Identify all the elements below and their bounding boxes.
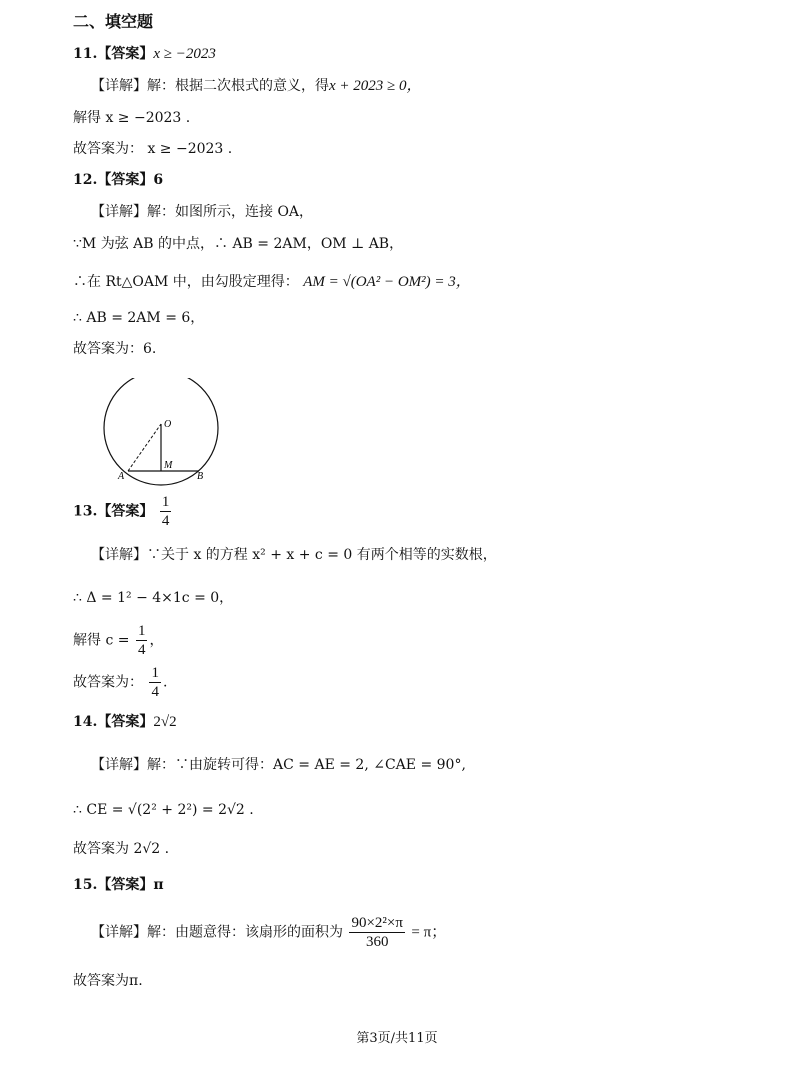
q12-head: 12.【答案】6 — [73, 172, 164, 188]
q13-final-den: 4 — [151, 684, 159, 700]
q14-answer-line — [73, 712, 177, 732]
q13-answer-num: 1 — [161, 494, 170, 510]
q13-final-num: 1 — [151, 665, 159, 681]
q12-final: 故答案为：6. — [73, 341, 157, 357]
q11-detail-text: 【详解】解：根据二次根式的意义，得 — [91, 78, 329, 94]
q13-line3-num: 1 — [137, 623, 146, 639]
q13-line3-suffix: ， — [149, 632, 164, 649]
q13-line2: ∴ Δ = 1² − 4×1c = 0， — [73, 590, 234, 606]
q13-answer-line — [73, 493, 173, 530]
q11-answer-line — [73, 44, 216, 64]
label-m: M — [164, 460, 173, 471]
q14-detail: 【详解】解：∵由旋转可得：AC = AE = 2, ∠CAE = 90°, — [91, 757, 466, 773]
q11-detail-math: x + 2023 ≥ 0， — [329, 78, 422, 94]
section-title: 二、填空题 — [73, 12, 154, 31]
q15-frac-num: 90×2²×π — [351, 915, 403, 931]
q15-final: 故答案为π. — [73, 973, 143, 989]
label-o: O — [164, 419, 172, 430]
q11-detail — [91, 76, 422, 96]
q13-head: 13.【答案】 — [73, 503, 154, 520]
q14-head: 14.【答案】 — [73, 714, 154, 730]
q13-final — [73, 664, 167, 701]
q11-solve: 解得 x ≥ −2023 . — [73, 110, 191, 126]
q13-final-suffix: . — [162, 674, 168, 691]
q13-line3-den: 4 — [137, 642, 146, 658]
q12-line3a: ∴在 Rt△OAM 中，由勾股定理得： — [73, 274, 299, 290]
q13-detail: 【详解】∵关于 x 的方程 x² + x + c = 0 有两个相等的实数根， — [91, 547, 497, 563]
q13-answer-fraction — [160, 493, 172, 530]
q15-fraction — [349, 914, 405, 951]
q15-head: 15.【答案】π — [73, 877, 164, 893]
q15-frac-den: 360 — [365, 934, 389, 950]
q11-final: 故答案为： x ≥ −2023 . — [73, 141, 233, 157]
q15-detail — [91, 914, 446, 951]
q12-detail: 【详解】解：如图所示，连接 OA， — [91, 204, 314, 220]
label-b: B — [197, 471, 204, 482]
q13-line3 — [73, 622, 163, 659]
q12-line3b: AM = √(OA² − OM²) = 3， — [303, 274, 471, 290]
circle-figure — [95, 378, 230, 486]
q13-final-prefix: 故答案为： — [73, 674, 143, 691]
segment-oa — [128, 424, 161, 471]
q14-final: 故答案为 2√2 . — [73, 841, 170, 857]
q11-answer: x ≥ −2023 — [153, 46, 216, 62]
q14-line2: ∴ CE = √(2² + 2²) = 2√2 . — [73, 802, 254, 818]
label-a: A — [118, 471, 125, 482]
q15-detail-suffix: = π； — [411, 924, 447, 941]
q12-line2: ∵M 为弦 AB 的中点，∴ AB = 2AM，OM ⊥ AB， — [73, 236, 404, 252]
q13-answer-den: 4 — [161, 513, 170, 529]
q15-detail-prefix: 【详解】解：由题意得：该扇形的面积为 — [91, 924, 343, 941]
q14-answer: 2√2 — [153, 714, 177, 730]
q11-head: 11.【答案】 — [73, 46, 154, 62]
q13-line3-fraction — [136, 622, 148, 659]
q13-final-fraction — [149, 664, 161, 701]
q13-line3-prefix: 解得 c = — [73, 632, 130, 649]
page-footer: 第3页/共11页 — [356, 1031, 438, 1046]
q12-line4: ∴ AB = 2AM = 6， — [73, 310, 205, 326]
q12-line3 — [73, 272, 471, 292]
